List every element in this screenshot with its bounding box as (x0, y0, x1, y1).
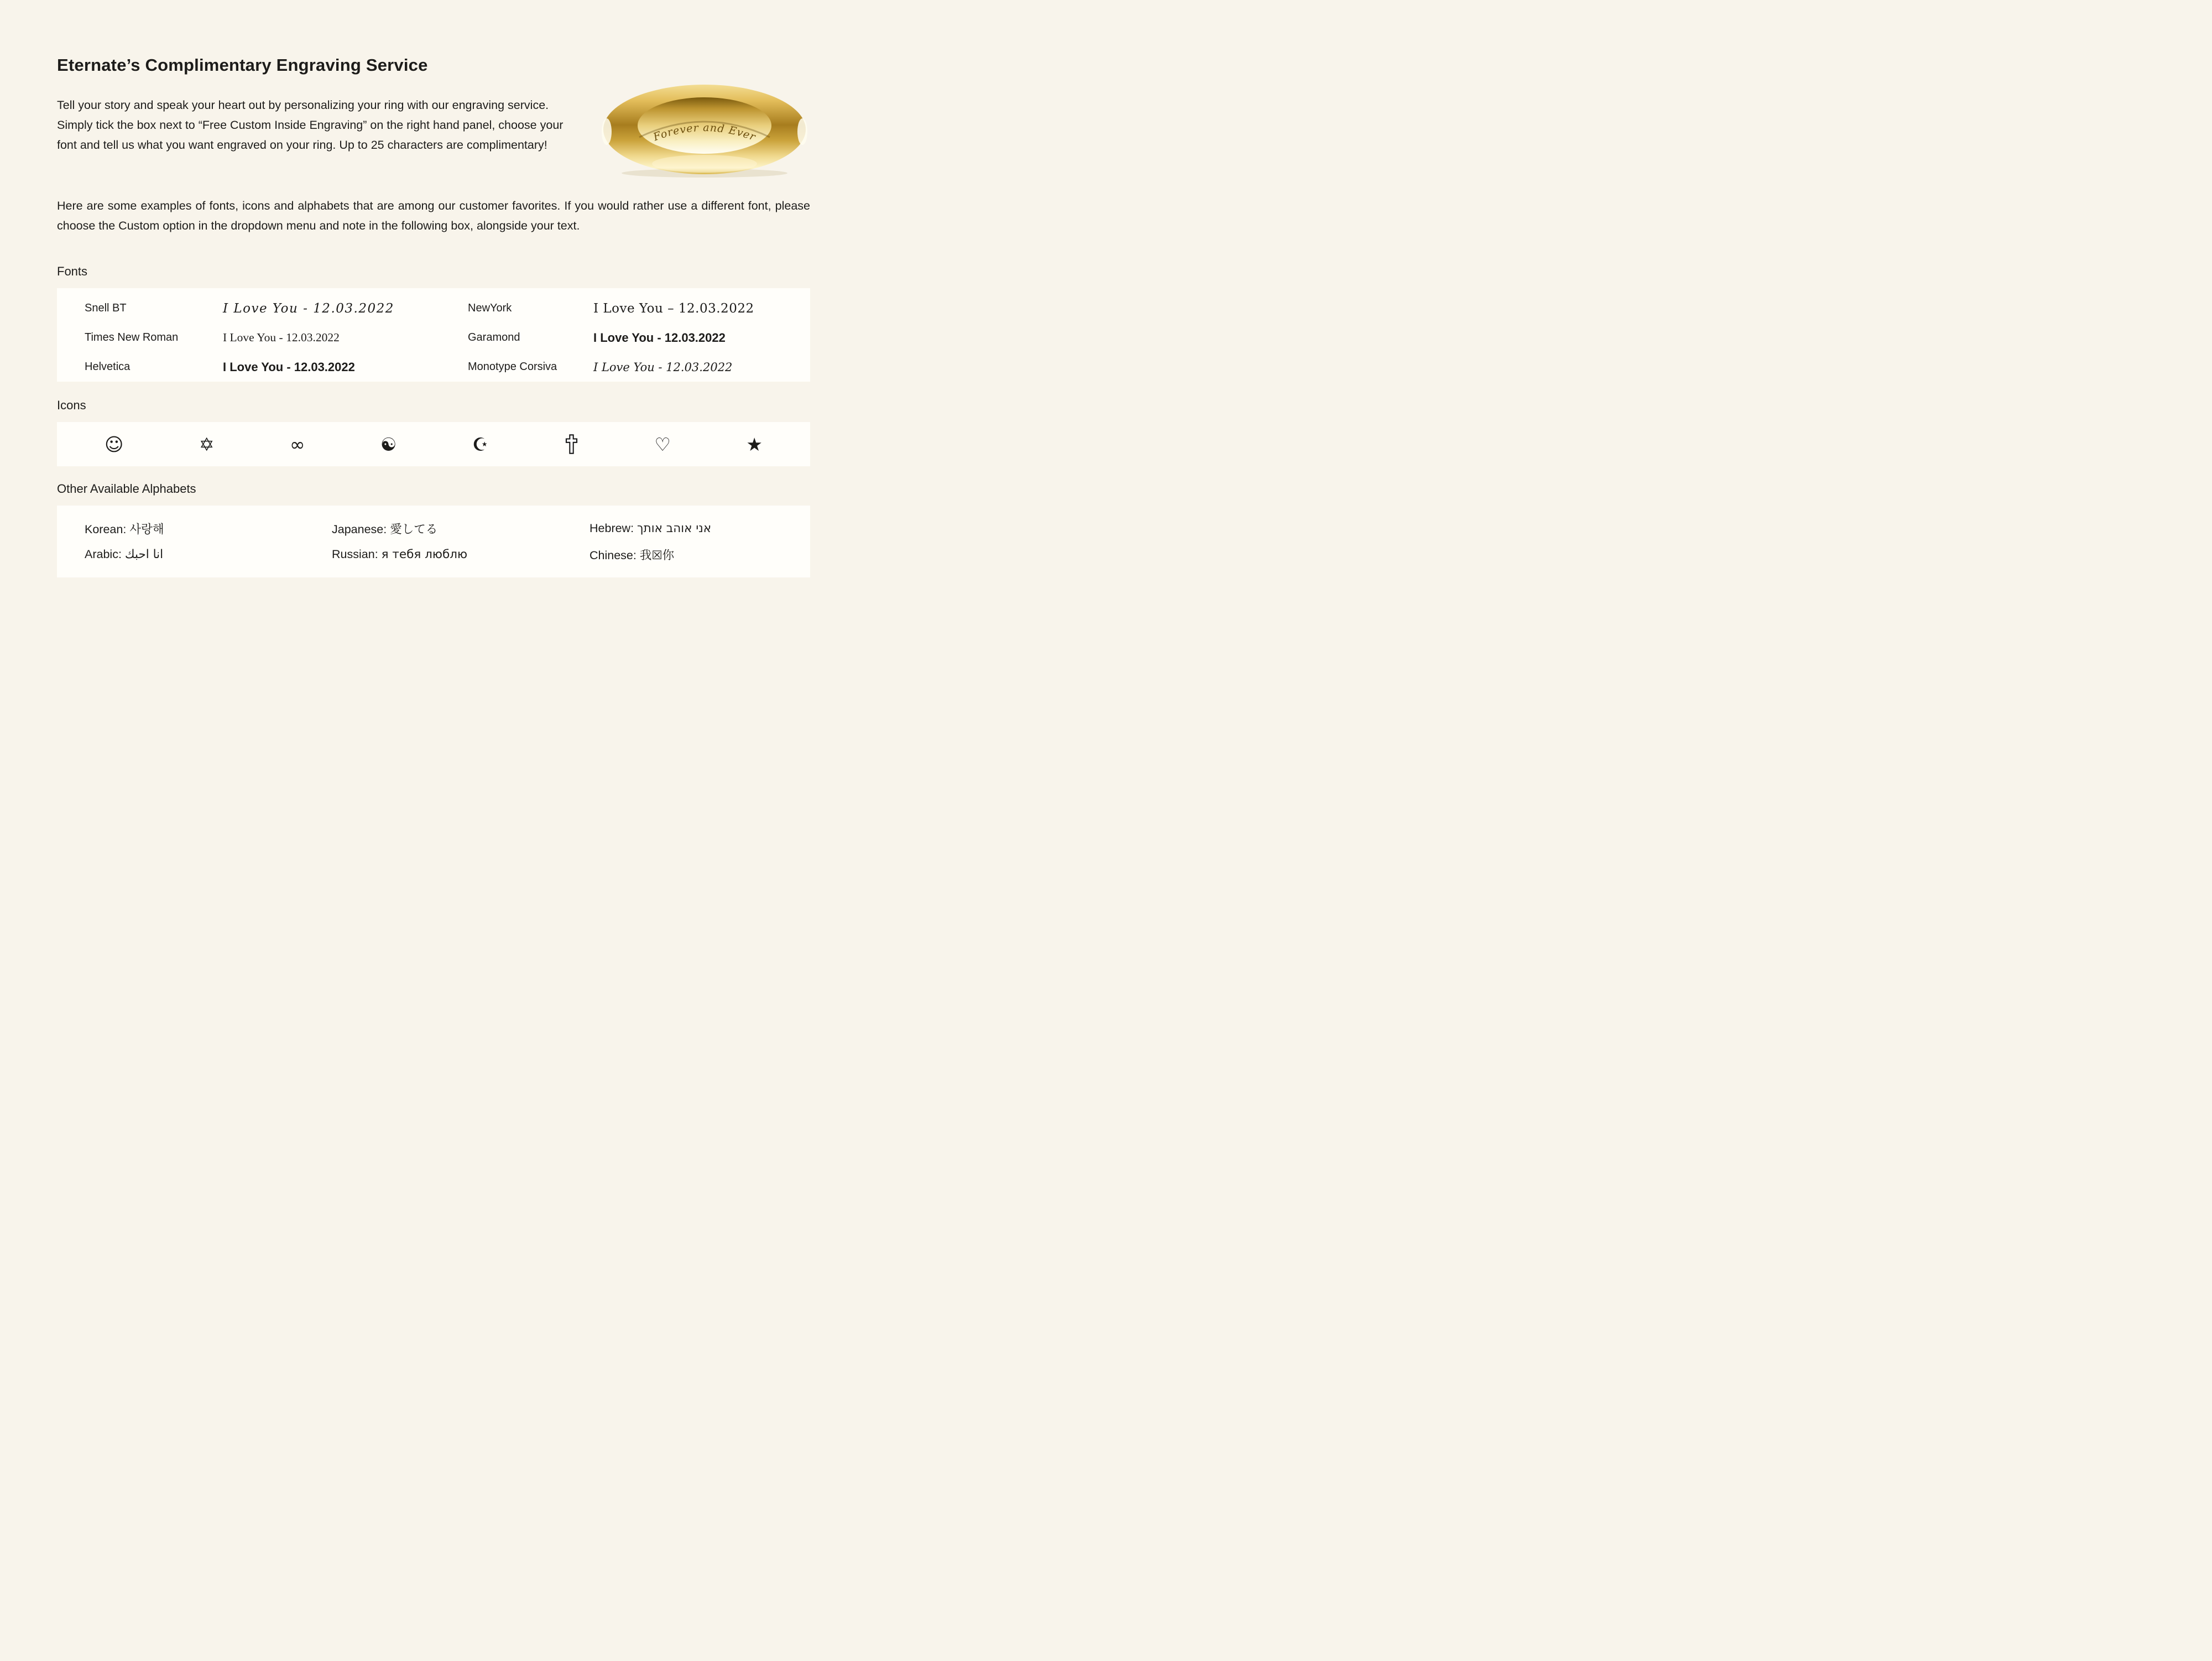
gold-ring-illustration (599, 83, 810, 178)
alphabet-japanese-label: Japanese : (332, 523, 390, 536)
font-sample-garamond: I Love You - 12.03.2022 (593, 330, 726, 345)
font-name-monotype-corsiva: Monotype Corsiva (468, 361, 557, 373)
alphabet-chinese-label: Chinese : (589, 549, 640, 562)
font-sample-snell-bt: I Love You - 12.03.2022 (223, 301, 394, 316)
alphabet-hebrew-text: אני אוהב אותך (637, 522, 712, 535)
heart-icon: ♡ (654, 433, 671, 455)
font-sample-monotype-corsiva: I Love You - 12.03.2022 (593, 360, 733, 374)
font-sample-times-new-roman: I Love You - 12.03.2022 (223, 331, 340, 344)
alphabet-korean-text: 사랑해 (129, 523, 164, 537)
alphabet-russian (332, 548, 589, 561)
alphabet-russian-label: Russian : (332, 548, 382, 561)
font-name-newyork: NewYork (468, 302, 512, 314)
engraving-service-page (0, 0, 867, 577)
star-icon: ★ (746, 433, 763, 455)
fonts-panel (57, 288, 810, 382)
alphabet-chinese (589, 546, 810, 563)
ring-left-highlight (602, 118, 612, 145)
alphabet-arabic-label: Arabic : (85, 548, 125, 561)
alphabet-korean (85, 520, 332, 537)
font-name-snell-bt: Snell BT (85, 302, 127, 314)
alphabet-japanese (332, 520, 589, 537)
body-paragraph: Here are some examples of fonts, icons and alphabets that are among our customer favorites. If you would rather use a different font, please choose the Custom option in the dropdown menu and note in the following box, alongside your text. (57, 199, 810, 232)
hero-row (57, 95, 810, 178)
alphabet-hebrew-label: Hebrew : (589, 522, 637, 535)
latin-cross-icon (564, 434, 579, 455)
font-name-garamond: Garamond (468, 331, 520, 343)
smiley-icon: ☺ (105, 433, 124, 455)
star-and-crescent-icon: ☪ (472, 433, 489, 455)
ring-front-highlight (652, 155, 757, 173)
alphabet-arabic (85, 548, 332, 561)
alphabet-arabic-text: انا احبك (124, 548, 164, 561)
infinity-icon: ∞ (289, 433, 305, 455)
ring-engraving-text: Forever and Ever (651, 121, 758, 144)
alphabet-hebrew (589, 522, 810, 535)
font-sample-helvetica: I Love You - 12.03.2022 (223, 360, 355, 374)
star-of-david-icon: ✡ (199, 433, 215, 455)
fonts-section-label: Fonts (57, 264, 88, 278)
icons-section-label: Icons (57, 398, 86, 412)
font-sample-newyork: I Love You – 12.03.2022 (593, 301, 754, 316)
page-title: Eternate’s Complimentary Engraving Service (57, 55, 428, 75)
alphabet-korean-label: Korean : (85, 523, 129, 536)
alphabet-russian-text: я тебя люблю (381, 548, 468, 561)
alphabets-section-label: Other Available Alphabets (57, 482, 196, 496)
font-name-helvetica: Helvetica (85, 361, 131, 373)
icons-panel (57, 422, 810, 466)
alphabet-japanese-text: 愛してる (390, 523, 438, 537)
font-name-times-new-roman: Times New Roman (85, 331, 179, 343)
alphabet-chinese-text: 我☒你 (639, 549, 675, 563)
ring-right-highlight (797, 118, 807, 145)
intro-paragraph: Tell your story and speak your heart out by personalizing your ring with our engraving service. Simply tick the box next to “Free Custom Inside Engraving” on the right hand panel, choose your font and tell us what you want engraved on your ring. Up to 25 characters are complimentary! (57, 98, 564, 152)
yin-yang-icon: ☯ (380, 433, 397, 455)
alphabets-panel (57, 506, 810, 577)
gold-ring-image (599, 83, 810, 178)
